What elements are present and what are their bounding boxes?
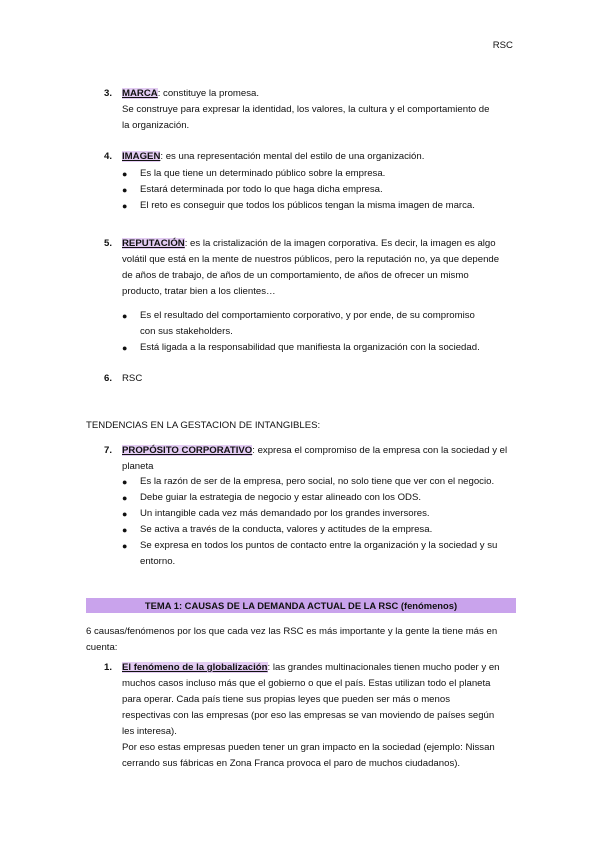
bullet-text: Un intangible cada vez más demandado por los grandes inversores. bbox=[140, 508, 430, 519]
bullet-text: Estará determinada por todo lo que haga dicha empresa. bbox=[140, 184, 383, 195]
term-proposito: PROPÓSITO CORPORATIVO bbox=[122, 445, 253, 456]
bullet-text: Es la razón de ser de la empresa, pero social, no solo tiene que ver con el negocio. bbox=[140, 476, 495, 487]
bullet-icon: ● bbox=[122, 477, 128, 487]
intro-line: 6 causas/fenómenos por los que cada vez las RSC es más importante y la gente la tiene más en bbox=[86, 626, 498, 637]
bullet-icon: ● bbox=[122, 509, 128, 519]
item-rsc-text: RSC bbox=[122, 373, 143, 384]
item-globalizacion-line: para operar. Cada país tiene sus propias leyes que pueden ser más o menos bbox=[122, 694, 450, 705]
bullet-text-cont: entorno. bbox=[140, 556, 176, 567]
bullet-text: Se expresa en todos los puntos de contacto entre la organización y la sociedad y su bbox=[140, 540, 498, 551]
item-marca-heading bbox=[122, 86, 259, 102]
item-proposito-heading bbox=[122, 443, 507, 459]
term-globalizacion: El fenómeno de la globalización bbox=[122, 662, 268, 673]
bullet-icon: ● bbox=[122, 343, 128, 353]
item-proposito-desc: : expresa el compromiso de la empresa con la sociedad y el bbox=[252, 445, 508, 456]
bullet-text: Es la que tiene un determinado público sobre la empresa. bbox=[140, 168, 386, 179]
bullet-icon: ● bbox=[122, 525, 128, 535]
item-globalizacion-heading bbox=[122, 660, 500, 676]
item-globalizacion-line: Por eso estas empresas pueden tener un gran impacto en la sociedad (ejemplo: Nissan bbox=[122, 742, 495, 753]
section-heading-tendencias: TENDENCIAS EN LA GESTACION DE INTANGIBLES: bbox=[86, 420, 321, 431]
item-globalizacion-line: respectivas con las empresas (por eso las empresas se van moviendo de países según bbox=[122, 710, 495, 721]
bullet-icon: ● bbox=[122, 311, 128, 321]
item-marca-line: la organización. bbox=[122, 120, 190, 131]
list-number-4: 4. bbox=[103, 151, 112, 162]
item-globalizacion-desc: : las grandes multinacionales tienen mucho poder y en bbox=[267, 662, 500, 673]
item-marca-line: Se construye para expresar la identidad, los valores, la cultura y el comportamiento de bbox=[122, 104, 490, 115]
item-reputacion-desc: : es la cristalización de la imagen corporativa. Es decir, la imagen es algo bbox=[184, 238, 496, 249]
term-reputacion: REPUTACIÓN bbox=[122, 238, 185, 249]
bullet-icon: ● bbox=[122, 493, 128, 503]
tema-banner: TEMA 1: CAUSAS DE LA DEMANDA ACTUAL DE LA RSC (fenómenos) bbox=[86, 598, 516, 613]
item-globalizacion-line: cerrando sus fábricas en Zona Franca provoca el paro de muchos ciudadanos). bbox=[122, 758, 461, 769]
list-number-3: 3. bbox=[103, 88, 112, 99]
bullet-icon: ● bbox=[122, 541, 128, 551]
page-header: RSC bbox=[492, 40, 513, 51]
bullet-text-cont: con sus stakeholders. bbox=[140, 326, 233, 337]
list-number-6: 6. bbox=[103, 373, 112, 384]
term-imagen: IMAGEN bbox=[122, 151, 161, 162]
item-reputacion-line: volátil que está en la mente de nuestros públicos, pero la reputación no, ya que depende bbox=[122, 254, 500, 265]
bullet-icon: ● bbox=[122, 169, 128, 179]
item-reputacion-line: de años de trabajo, de años de un comportamiento, de años de ofrecer un mismo bbox=[122, 270, 469, 281]
bullet-text: Se activa a través de la conducta, valores y actitudes de la empresa. bbox=[140, 524, 433, 535]
item-marca-desc: : constituye la promesa. bbox=[157, 88, 260, 99]
item-proposito-line: planeta bbox=[122, 461, 154, 472]
list-number-5: 5. bbox=[103, 238, 112, 249]
intro-line: cuenta: bbox=[86, 642, 118, 653]
item-imagen-desc: : es una representación mental del estilo de una organización. bbox=[160, 151, 425, 162]
item-reputacion-heading bbox=[122, 236, 515, 252]
term-marca: MARCA bbox=[122, 88, 158, 99]
item-reputacion-line: producto, tratar bien a los clientes… bbox=[122, 286, 276, 297]
bullet-text: El reto es conseguir que todos los públicos tengan la misma imagen de marca. bbox=[140, 200, 475, 211]
bullet-text: Debe guiar la estrategia de negocio y estar alineado con los ODS. bbox=[140, 492, 422, 503]
list-number-7: 7. bbox=[103, 445, 112, 456]
bullet-text: Es el resultado del comportamiento corporativo, y por ende, de su compromiso bbox=[140, 310, 475, 321]
item-imagen-heading bbox=[122, 149, 424, 165]
bullet-text: Está ligada a la responsabilidad que manifiesta la organización con la sociedad. bbox=[140, 342, 480, 353]
item-globalizacion-line: les interesa). bbox=[122, 726, 177, 737]
bullet-icon: ● bbox=[122, 201, 128, 211]
bullet-icon: ● bbox=[122, 185, 128, 195]
item-globalizacion-line: muchos casos incluso más que el gobierno o que el país. Estas utilizan todo el planeta bbox=[122, 678, 491, 689]
list-number-1: 1. bbox=[103, 662, 112, 673]
